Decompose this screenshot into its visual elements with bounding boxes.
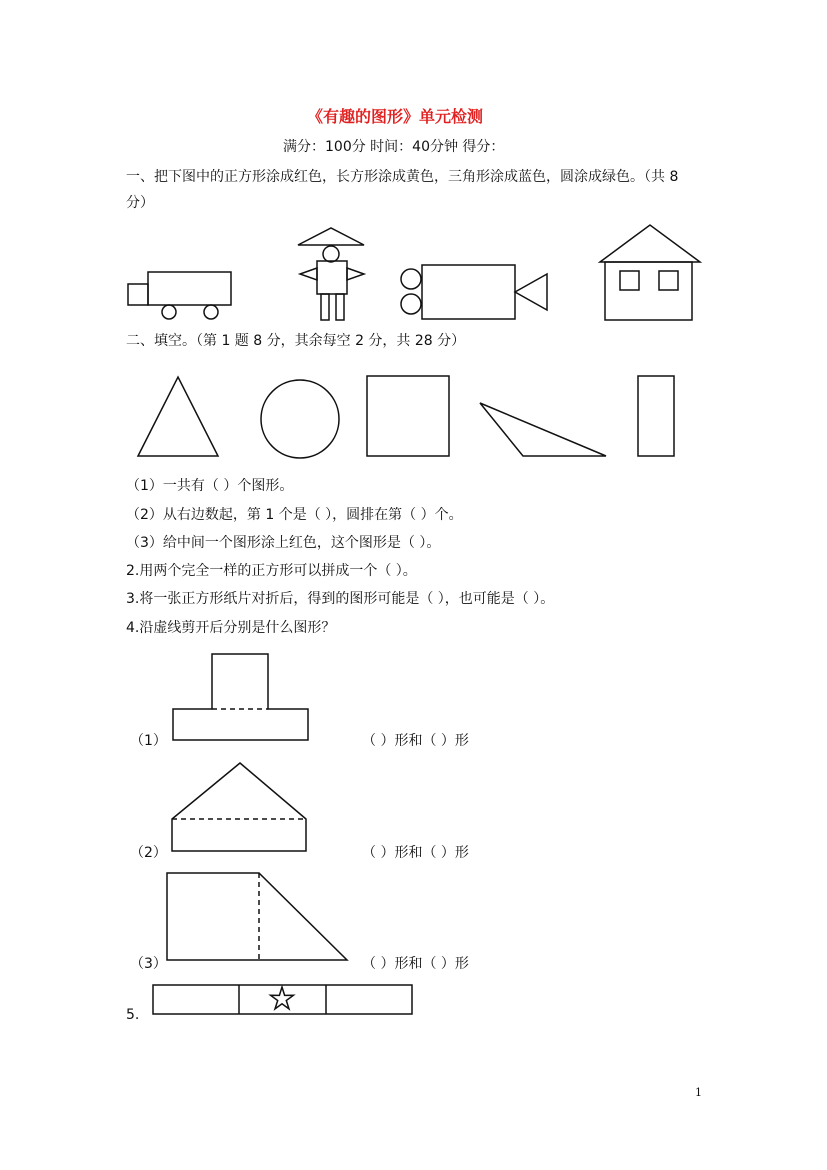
q4-3-answer: （ ）形和（ ）形 xyxy=(362,956,469,972)
truck-body-rectangle xyxy=(148,272,231,305)
fish-eye-bottom-circle xyxy=(401,294,421,314)
robot-right-leg-rectangle xyxy=(336,294,344,320)
robot-body-rectangle xyxy=(317,261,347,294)
house-window-right-square xyxy=(659,271,678,290)
shape-triangle xyxy=(138,377,218,456)
page-title: 《有趣的图形》单元检测 xyxy=(307,107,484,126)
question-4: 4.沿虚线剪开后分别是什么图形？ xyxy=(126,620,336,636)
robot-left-leg-rectangle xyxy=(321,294,329,320)
truck-wheel-left-circle xyxy=(162,305,176,319)
t-shape-outline xyxy=(173,654,308,740)
fish-figure xyxy=(395,262,555,324)
truck-figure xyxy=(120,265,240,325)
exam-info: 满分：100分 时间：40分钟 得分： xyxy=(283,139,505,155)
cut-figure-3 xyxy=(162,868,354,966)
section2-heading: 二、填空。（第 1 题 8 分，其余每空 2 分，共 28 分） xyxy=(126,333,466,349)
five-shapes-row xyxy=(130,370,690,465)
trapezoid-outline xyxy=(167,873,347,960)
q4-2-label: （2） xyxy=(130,845,167,861)
house-wall-rectangle xyxy=(605,262,692,320)
q4-1-answer: （ ）形和（ ）形 xyxy=(362,733,469,749)
shape-obtuse-triangle xyxy=(480,403,606,456)
house-window-left-square xyxy=(620,271,639,290)
q4-2-answer: （ ）形和（ ）形 xyxy=(362,845,469,861)
question-1-3: （3）给中间一个图形涂上红色，这个图形是（ ）。 xyxy=(126,535,441,551)
question-5: 5. xyxy=(126,1007,140,1023)
fish-eye-top-circle xyxy=(401,269,421,289)
fish-body-rectangle xyxy=(422,265,515,319)
question-1-1: （1）一共有（ ）个图形。 xyxy=(126,478,294,494)
shape-rectangle xyxy=(638,376,674,456)
star-icon xyxy=(271,987,294,1009)
house-roof-triangle xyxy=(600,225,700,262)
section1-instruction-line2: 分） xyxy=(126,195,154,211)
truck-cab-square xyxy=(128,284,148,305)
question-1-2: （2）从右边数起，第 1 个是（ ），圆排在第（ ）个。 xyxy=(126,507,463,523)
house-figure xyxy=(595,222,707,326)
cut-figure-2 xyxy=(165,757,315,857)
robot-figure xyxy=(290,225,380,325)
q4-1-label: （1） xyxy=(130,733,167,749)
question-3: 3.将一张正方形纸片对折后，得到的图形可能是（ ），也可能是（ ）。 xyxy=(126,591,555,607)
section1-instruction-line1: 一、把下图中的正方形涂成红色，长方形涂成黄色，三角形涂成蓝色，圆涂成绿色。（共 8 xyxy=(126,169,679,185)
pentagon-outline xyxy=(172,763,306,851)
q4-3-label: （3） xyxy=(130,956,167,972)
cut-figure-1 xyxy=(165,648,315,746)
shape-circle xyxy=(261,380,339,458)
folded-strip-figure xyxy=(150,982,415,1018)
robot-hat-triangle xyxy=(298,228,364,245)
page-number: 1 xyxy=(695,1086,702,1099)
question-2: 2.用两个完全一样的正方形可以拼成一个（ ）。 xyxy=(126,563,417,579)
robot-head-circle xyxy=(323,246,339,262)
robot-right-arm-triangle xyxy=(347,268,364,280)
robot-left-arm-triangle xyxy=(300,268,317,280)
truck-wheel-right-circle xyxy=(204,305,218,319)
fish-tail-triangle xyxy=(515,274,547,310)
shape-square xyxy=(367,376,449,456)
